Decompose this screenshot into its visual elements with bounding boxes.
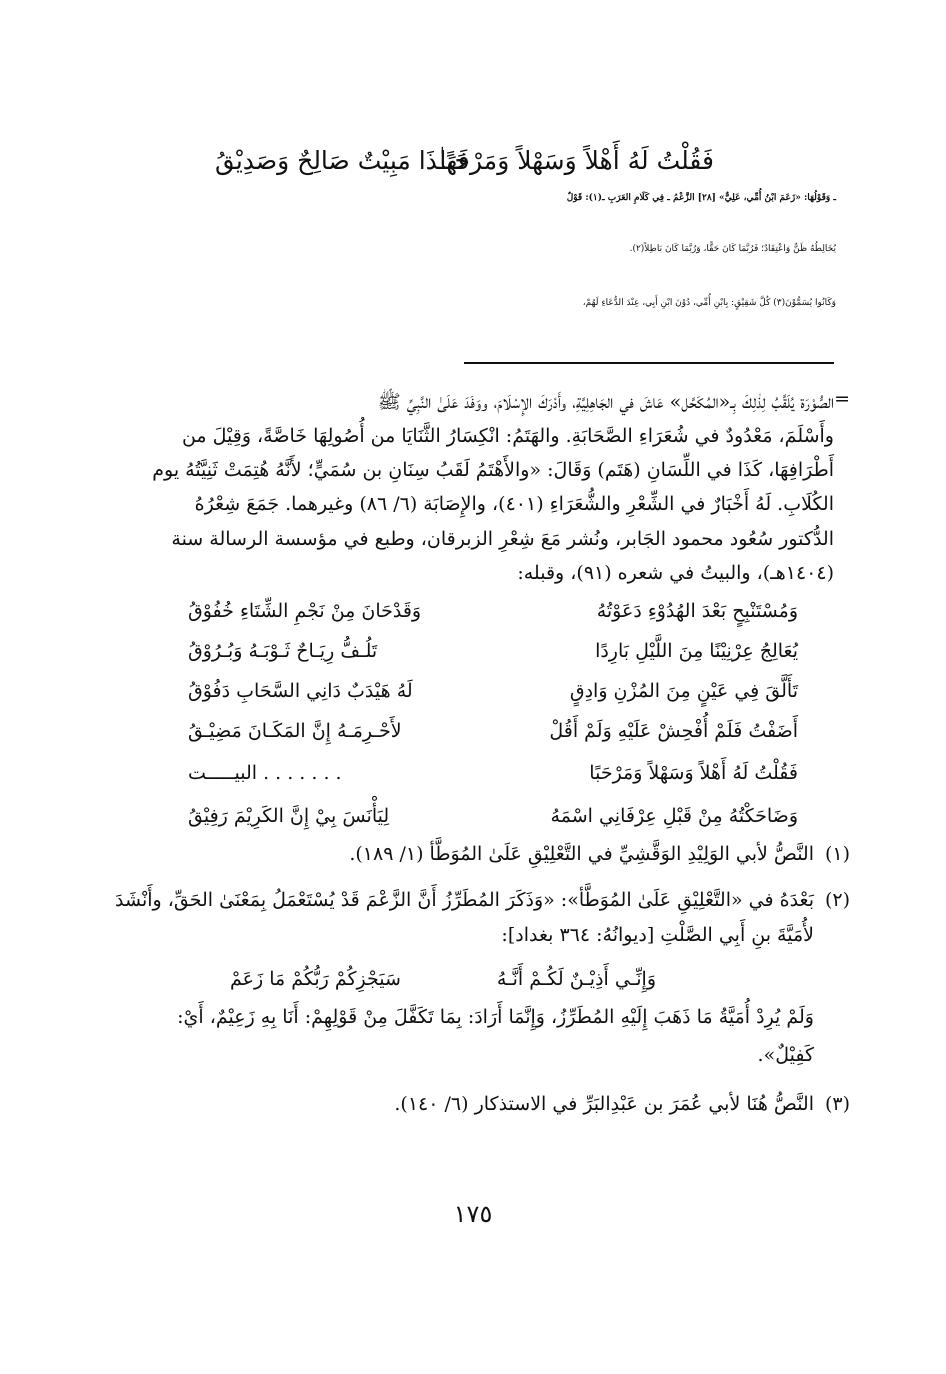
note-line: وأَسْلَمَ، مَعْدُودٌ في شُعَرَاءِ الصَّحَابَةِ. والهَتَمُ: انْكِسَارُ الثَّنَايَا من أُصُولِهَا خَاصَّةً، وَقِيْلَ من [181, 425, 834, 447]
footnote-text: لأُمَيَّةَ بنِ أَبِي الصَّلْتِ [ديوانُهُ: ٣٦٤ بغداد]: [501, 924, 814, 946]
footnote-verse-right: وَإِنِّـي أَذِيْـنٌ لَكُـمْ أَنَّـهُ [496, 968, 656, 990]
footnote-verse-left: سَيَجْزِكُمْ رَبُّكُمْ مَا زَعَمْ [230, 968, 401, 990]
footnote-text: كَفِيْلٌ». [757, 1044, 814, 1066]
main-text-line-1: ـ وَقَوْلُهَا: «زَعَمَ ابْنُ أُمِّي، عَلِيٌّ» [٢٨] الزَّعْمُ ـ فِي كَلَامِ العَرَبِ ـ(١): قَوْلٌ [566, 193, 836, 203]
poem-right-hemistich: يُعَالِجُ عِرْنِيْنًا مِنَ اللَّيْلِ بَارِدًا [595, 640, 798, 662]
footnote-separator [464, 362, 834, 364]
main-text-line-3: وَكَانُوا يُسَمُّوْنَ(٣) كُلَّ شَقِيْقٍ: بِابْنِ أُمِّي، دُوْنَ ابْنِ أَبِي، عِنْدَ الدُّعَاءِ لَهُمْ، [582, 298, 836, 308]
page-number: ١٧٥ [453, 1200, 493, 1228]
footnote-text: النَّصُّ لأبي الوَلِيْدِ الوَقَّشِيِّ في التَّعْلِيْقِ عَلَىٰ المُوَطَّأ (١/ ١٨٩). [349, 843, 814, 865]
poem-left-hemistich: تَلُـفُّ رِيَـاحٌ ثَـوْبَـهُ وَبُـرُوْقُ [188, 640, 378, 662]
poem-right-hemistich: أَضَفْتُ فَلَمْ أُفْحِشْ عَلَيْهِ وَلَمْ أَقُلْ [549, 720, 798, 742]
note-line: الصُّوْرَة يُلَقَّبُ لِذٰلِكَ بِـ«المُكَحَّل» عَاشَ في الجَاهِلِيَّةِ، وأَدْرَكَ الإِسْلَامَ، ووَفَدَ عَلَىٰ النَّبِيِّ ﷺ [377, 391, 834, 413]
poem-left-hemistich: . . . . . . . البيـــــت [188, 762, 342, 784]
footnote-number: (٢) [824, 889, 850, 911]
poem-left-hemistich: لأَحْـرِمَـهُ إِنَّ المَكَـانَ مَضِيْـقُ [188, 720, 402, 742]
verse-hemistich-left: فَهَـٰذَا مَبِيْتٌ صَالِحٌ وَصَدِيْقُ [215, 146, 470, 175]
footnote-text: النَّصُّ هُنَا لأبي عُمَرَ بن عَبْدِالبَرِّ في الاستذكار (٦/ ١٤٠). [394, 1093, 814, 1115]
note-line: (١٤٠٤هـ)، والبيتُ في شعره (٩١)، وقبله: [517, 562, 834, 584]
poem-right-hemistich: تَأَلَّقَ فِي عَيْنٍ مِنَ المُزْنِ وَادِقٍ [569, 680, 798, 702]
poem-left-hemistich: لِيَأْنَسَ بِيْ إِنَّ الكَرِيْمَ رَفِيْقُ [188, 805, 390, 827]
poem-left-hemistich: لَهُ هَيْدَبٌ دَانِي السَّحَابِ دَفُوْقُ [188, 680, 413, 702]
main-text-line-2: يُخَالِطُهُ ظَنٌّ وَاعْتِقَادٌ؛ فَرُبَّمَا كَانَ حَقًّا، وَرُبَّمَا كَانَ بَاطِلاً(٢). [629, 244, 836, 254]
poem-left-hemistich: وَقَدْحَانَ مِنْ نَجْمِ الشِّتَاءِ خُفُوْقُ [188, 600, 422, 622]
poem-right-hemistich: فَقُلْتُ لَهُ أَهْلاً وَسَهْلاً وَمَرْحَبًا [589, 762, 798, 784]
footnote-text: وَلَمْ يُرِدْ أُمَيَّةُ مَا ذَهَبَ إِلَيْهِ المُطَرِّزُ، وَإِنَّمَا أَرَادَ: بِمَا تَكَفَّلَ مِنْ قَوْلِهِمْ: أَنَا بِهِ زَعِيْمٌ، أَيْ: [177, 1006, 814, 1028]
poem-right-hemistich: وَضَاحَكْتُهُ مِنْ قَبْلِ عِرْفَانِي اسْمَهُ [550, 805, 798, 827]
note-line: أَطْرَافِهَا، كَذَا في اللِّسَانِ (هَتَم) وَقَالَ: «والأَهْتَمُ لَقَبُ سِنَانِ بن سُمَيٍّ؛ لأَنَّهُ هُتِمَتْ ثَنِيَّتُهُ يوم [152, 459, 834, 481]
continuation-mark: = [834, 388, 850, 410]
footnote-number: (٣) [824, 1093, 850, 1115]
footnote-text: بَعْدَهُ في «التَّعْلِيْقِ عَلَىٰ المُوَطَّأ»: «وَذَكَرَ المُطَرِّزُ أَنَّ الزَّعْمَ قَدْ يُسْتَعْمَلُ بِمَعْنَىٰ الحَقِّ، وأَنْشَدَ [115, 889, 814, 911]
note-line: الكُلَابِ. لَهُ أَخْبَارٌ في الشِّعْرِ والشُّعَرَاءِ (٤٠١)، والإِصَابَة (٦/ ٨٦) وغيرهما. جَمَعَ شِعْرُهُ [194, 493, 834, 515]
poem-right-hemistich: وَمُسْتَنْبِحٍ بَعْدَ الهُدُوْءِ دَعَوْتُهُ [596, 600, 798, 622]
footnote-number: (١) [824, 843, 850, 865]
note-line: الدُّكتور سُعُود محمود الجَابر، ونُشر مَعَ شِعْرِ الزبرقان، وطبع في مؤسسة الرسالة سنة [171, 528, 834, 550]
verse-hemistich-right: فَقُلْتُ لَهُ أَهْلاً وَسَهْلاً وَمَرْحَبًا [439, 146, 714, 175]
